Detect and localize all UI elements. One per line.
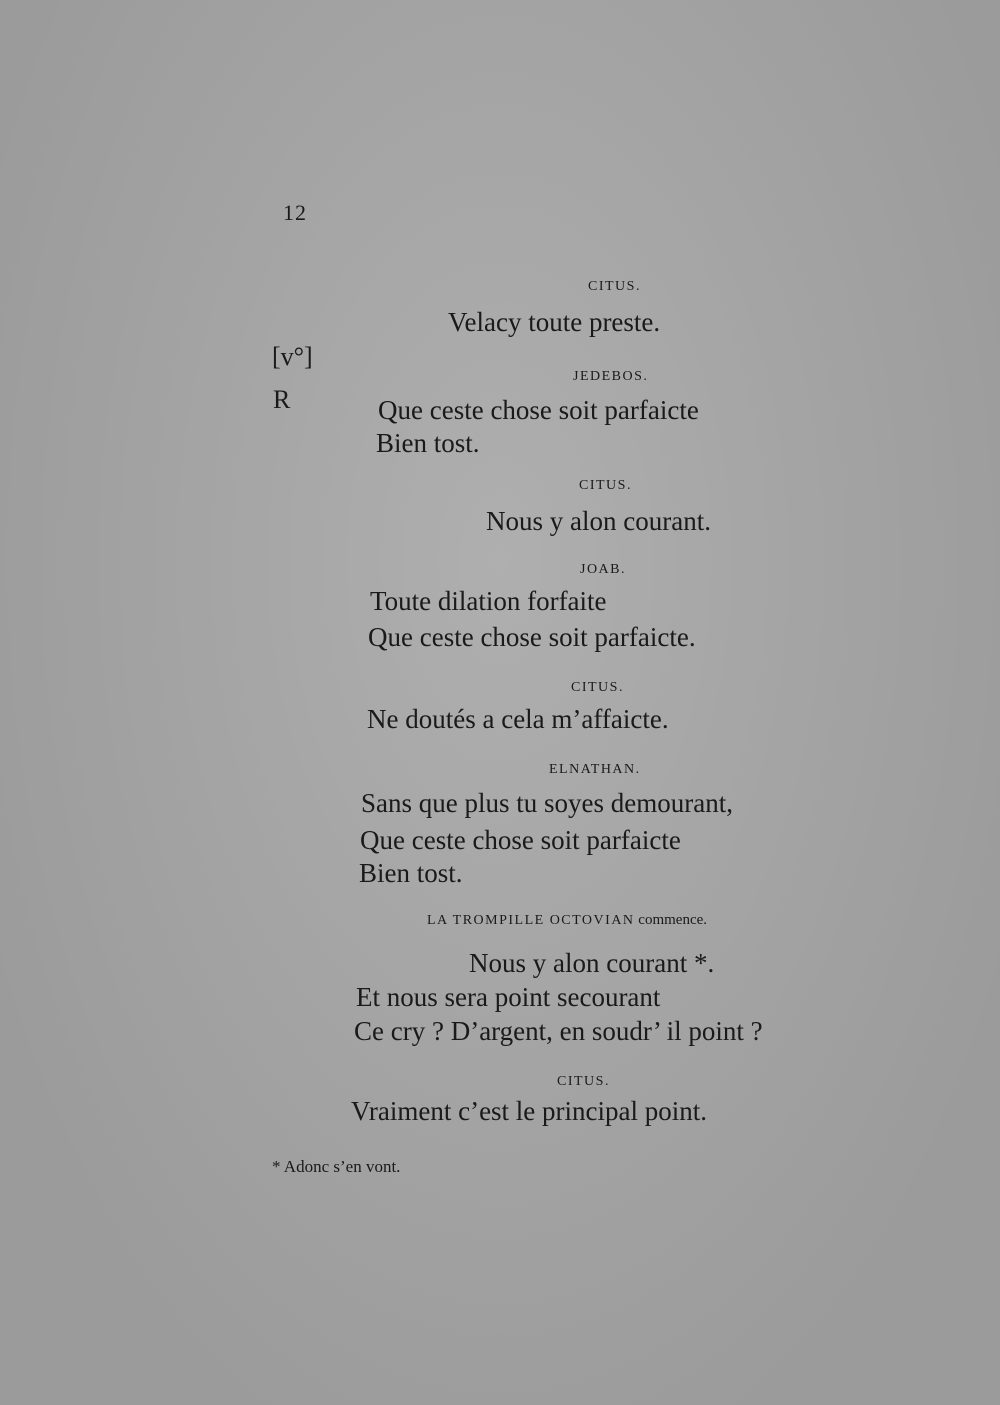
speaker-label: ELNATHAN. [549, 762, 641, 777]
verse-line: Toute dilation forfaite [370, 586, 607, 616]
footnote: * Adonc s’en vont. [272, 1157, 401, 1176]
stage-direction [427, 912, 707, 929]
verse-line: Ce cry ? D’argent, en soudr’ il point ? [354, 1016, 763, 1046]
verse-line: Sans que plus tu soyes demourant, [361, 788, 733, 818]
speaker-label: CITUS. [571, 680, 624, 695]
verse-line: Que ceste chose soit parfaicte. [368, 622, 696, 652]
verse-line: Ne doutés a cela m’affaicte. [367, 704, 669, 734]
speaker-label: JEDEBOS. [573, 369, 649, 384]
speaker-label: CITUS. [557, 1074, 610, 1089]
verse-line: Velacy toute preste. [448, 307, 661, 337]
stage-direction-caps: LA TROMPILLE OCTOVIAN [427, 913, 635, 928]
verse-line: Nous y alon courant *. [469, 948, 715, 978]
margin-note-verso: [v°] [272, 342, 313, 371]
margin-note-r: R [273, 385, 291, 414]
page-number: 12 [283, 200, 307, 225]
speaker-label: JOAB. [580, 562, 627, 577]
verse-line: Et nous sera point secourant [356, 982, 661, 1012]
verse-line: Que ceste chose soit parfaicte [360, 825, 681, 855]
verse-line: Bien tost. [359, 858, 463, 888]
verse-line: Vraiment c’est le principal point. [351, 1096, 708, 1126]
stage-direction-rest: commence. [634, 912, 708, 928]
speaker-label: CITUS. [588, 279, 641, 294]
verse-line: Que ceste chose soit parfaicte [378, 395, 699, 425]
speaker-label: CITUS. [579, 478, 632, 493]
verse-line: Nous y alon courant. [486, 506, 711, 536]
verse-line: Bien tost. [376, 428, 480, 458]
